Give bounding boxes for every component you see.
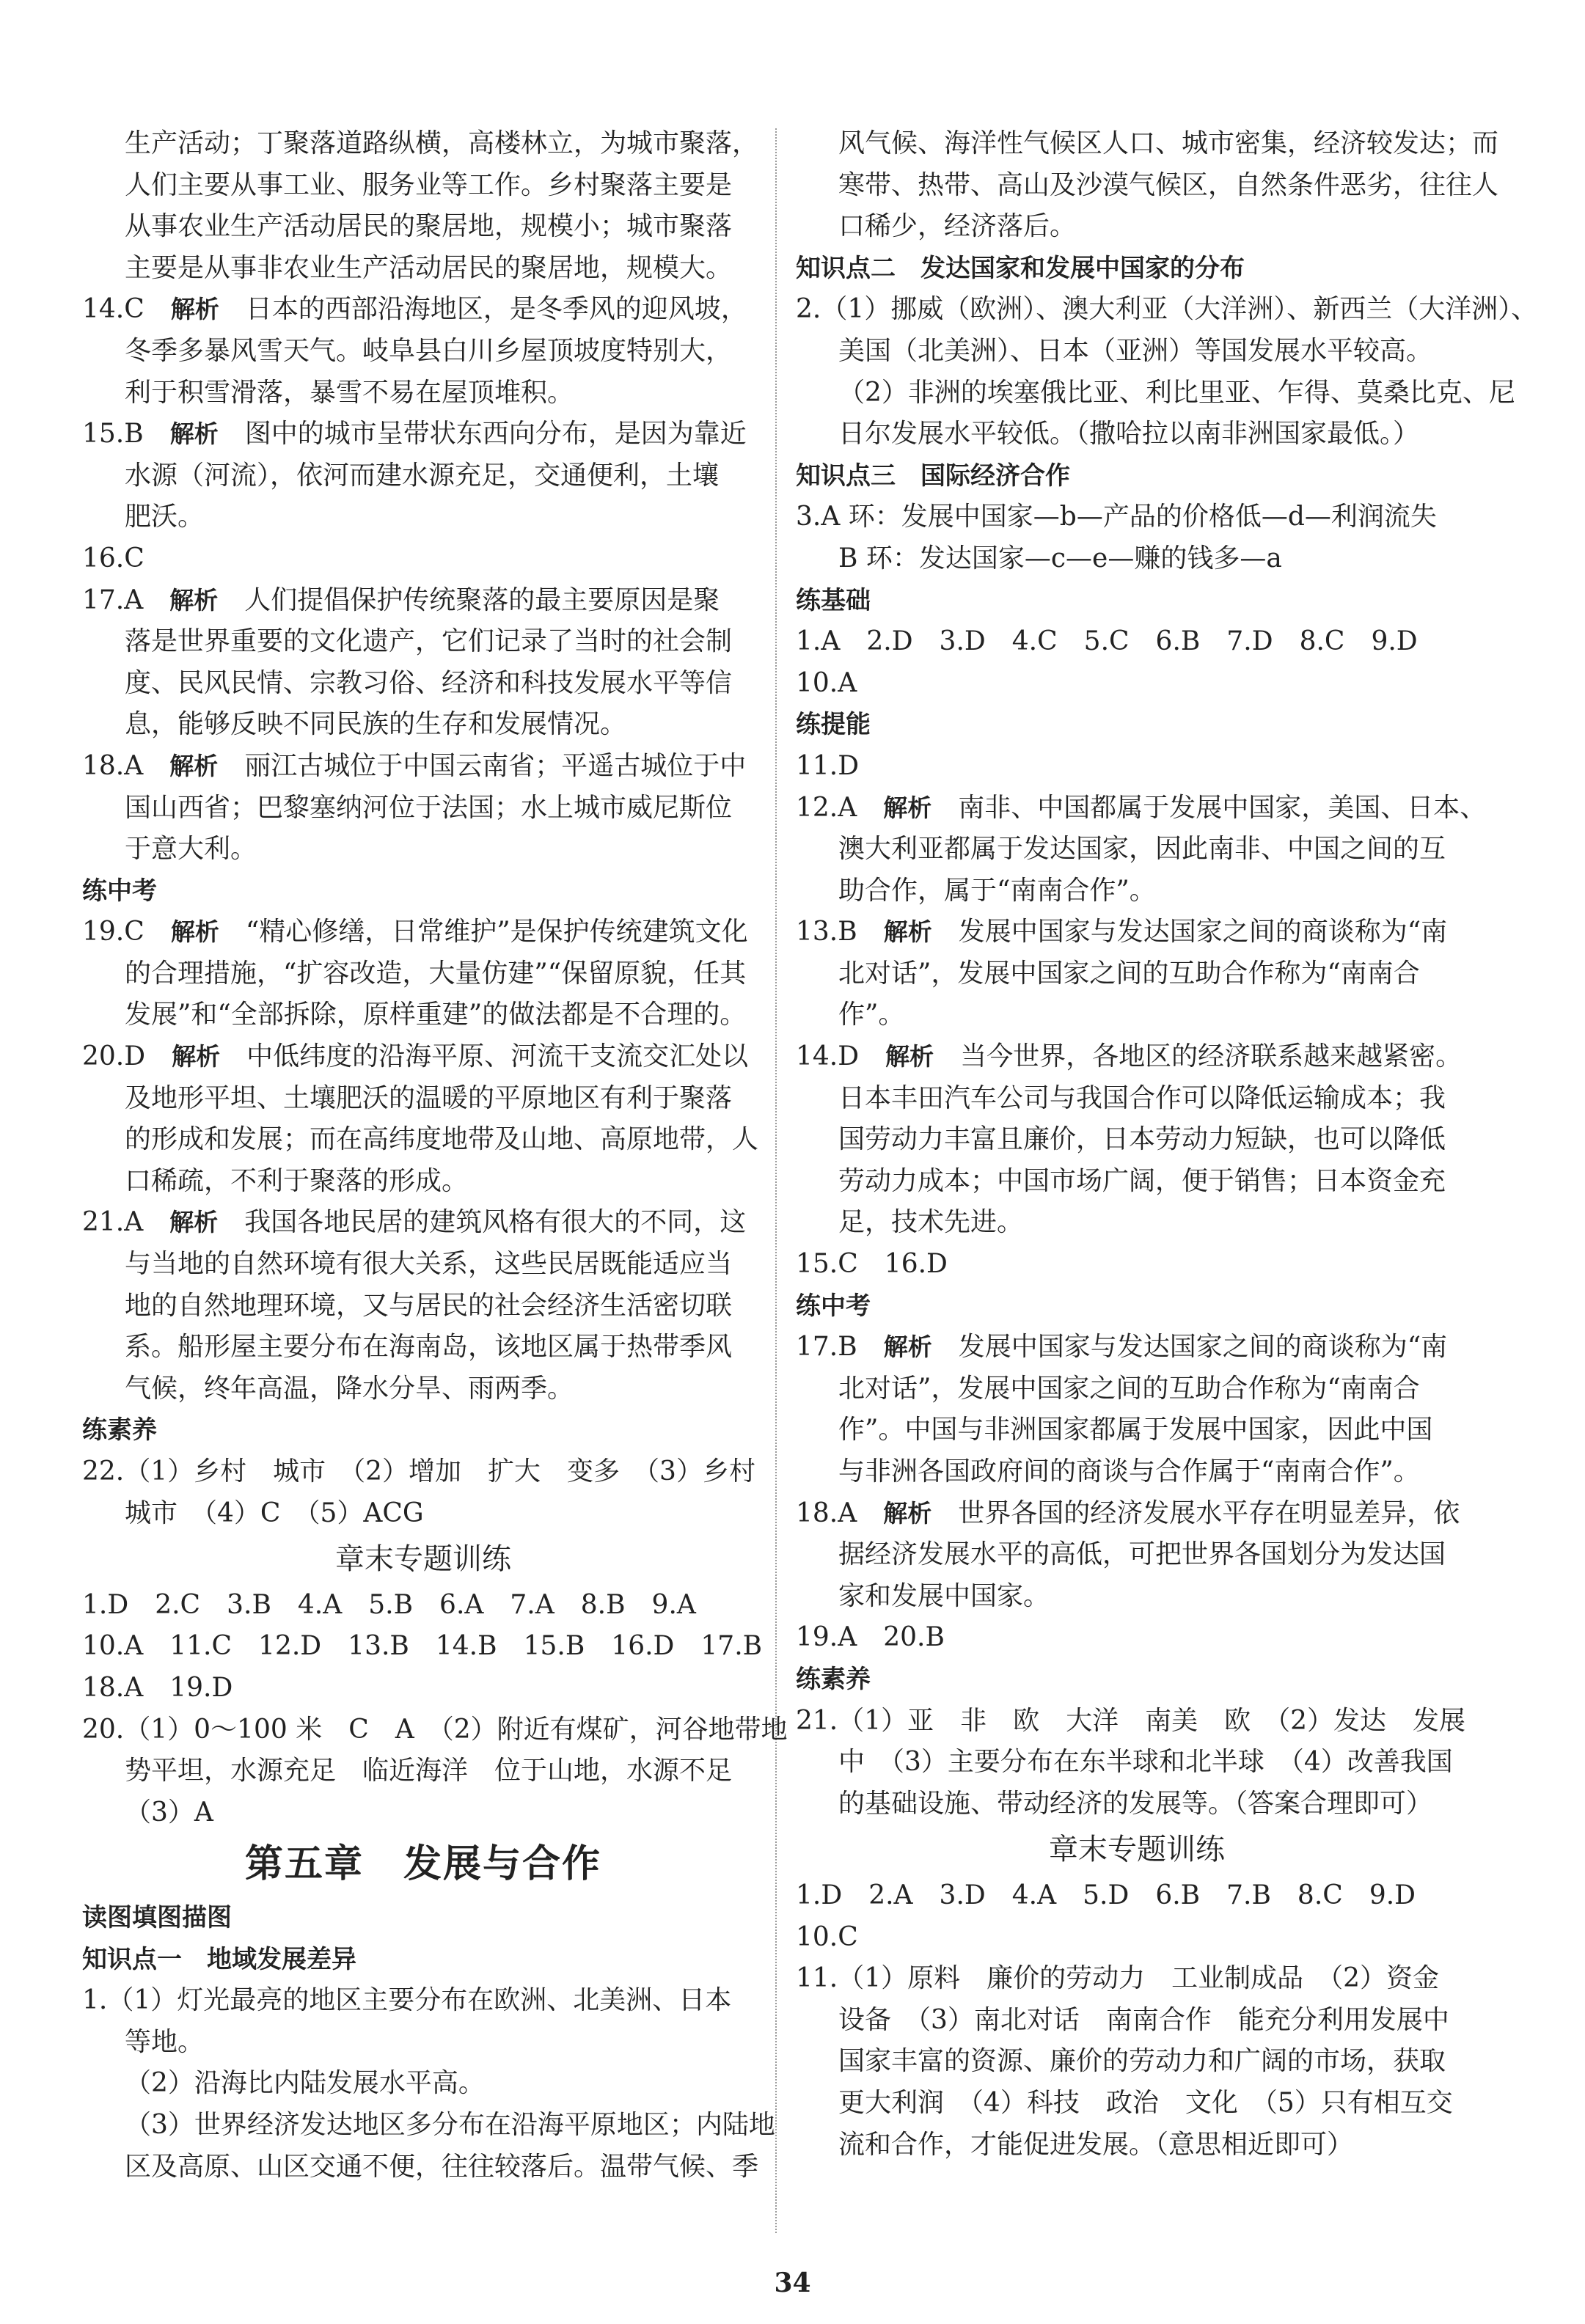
- analysis-text: 我国各地民居的建筑风格有很大的不同，这: [244, 1207, 747, 1238]
- chapter-review-title: 章末专题训练: [335, 1542, 511, 1577]
- analysis-label: 解析: [172, 1042, 221, 1071]
- answer-14: [82, 289, 764, 331]
- analysis-text: 图中的城市呈带状东西向分布，是因为靠近: [244, 419, 747, 450]
- text-line: 城市 （4）C （5）ACG: [125, 1498, 424, 1528]
- text-line: 等地。: [125, 2026, 205, 2057]
- right-column: [796, 123, 1538, 2166]
- answer-number: 20.D: [82, 1041, 146, 1072]
- text-line: 足，技术先进。: [838, 1207, 1024, 1238]
- answer-21: [82, 1202, 764, 1244]
- answer-20: [82, 1036, 764, 1078]
- text-line: 利于积雪滑落，暴雪不易在屋顶堆积。: [125, 377, 574, 408]
- answer-14: [796, 1036, 1478, 1078]
- answer-number: 17.A: [82, 584, 144, 615]
- answer-number: 12.A: [796, 792, 857, 823]
- analysis-text: 当今世界，各地区的经济联系越来越紧密。: [960, 1041, 1463, 1072]
- text-line: 从事农业生产活动居民的聚居地，规模小；城市聚落: [125, 211, 733, 242]
- answer-line: 10.A: [796, 667, 857, 698]
- section-heading: 读图填图描图: [82, 1902, 232, 1932]
- answer-line: 19.A 20.B: [796, 1622, 945, 1653]
- text-line: 澳大利亚都属于发达国家，因此南非、中国之间的互: [838, 834, 1446, 865]
- text-line: B 环：发达国家—c—e—赚的钱多—a: [838, 543, 1282, 573]
- analysis-label: 解析: [883, 917, 932, 947]
- text-line: 与非洲各国政府间的商谈与合作属于“南南合作”。: [838, 1456, 1420, 1487]
- analysis-text: 日本的西部沿海地区，是冬季风的迎风坡，: [245, 294, 747, 325]
- text-line: 劳动力成本；中国市场广阔，便于销售；日本资金充: [838, 1165, 1446, 1196]
- text-line: 系。船形屋主要分布在海南岛，该地区属于热带季风: [125, 1332, 733, 1363]
- analysis-text: 南非、中国都属于发展中国家，美国、日本、: [958, 792, 1487, 823]
- analysis-label: 解析: [883, 1333, 932, 1362]
- text-line: 的形成和发展；而在高纬度地带及山地、高原地带，人: [125, 1124, 759, 1155]
- text-line: （2）非洲的埃塞俄比亚、利比里亚、乍得、莫桑比克、尼: [838, 377, 1515, 408]
- knowledge-point-heading: 知识点一 地域发展差异: [82, 1944, 356, 1974]
- analysis-label: 解析: [883, 793, 932, 822]
- text-line: 据经济发展水平的高低，可把世界各国划分为发达国: [838, 1539, 1446, 1570]
- text-line: 北对话”，发展中国家之间的互助合作称为“南南合: [838, 1373, 1420, 1404]
- text-line: 流和合作，才能促进发展。（意思相近即可）: [838, 2129, 1354, 2160]
- text-line: 口稀疏，不利于聚落的形成。: [125, 1165, 469, 1196]
- text-line: 作”。: [838, 1000, 905, 1030]
- text-line: 于意大利。: [125, 834, 257, 865]
- text-line: 度、民风民情、宗教习俗、经济和科技发展水平等信: [125, 667, 733, 698]
- answer-1: 1.（1）灯光最亮的地区主要分布在欧洲、北美洲、日本: [82, 1985, 732, 2016]
- text-line: 口稀少，经济落后。: [838, 211, 1077, 242]
- analysis-label: 解析: [169, 585, 219, 615]
- answer-18: [82, 746, 764, 788]
- analysis-label: 解析: [885, 1042, 934, 1071]
- answer-11: 11.D: [796, 750, 860, 781]
- answer-line: 10.A 11.C 12.D 13.B 14.B 15.B 16.D 17.B: [82, 1631, 763, 1662]
- answer-number: 13.B: [796, 917, 857, 947]
- text-line: 美国（北美洲）、日本（亚洲）等国发展水平较高。: [838, 335, 1433, 366]
- answer-15: [82, 414, 764, 455]
- knowledge-point-heading: 知识点二 发达国家和发展中国家的分布: [796, 253, 1245, 283]
- text-line: 助合作，属于“南南合作”。: [838, 875, 1156, 906]
- chapter-review-title: 章末专题训练: [1049, 1833, 1225, 1867]
- answer-number: 21.A: [82, 1207, 144, 1238]
- text-line: 国劳动力丰富且廉价，日本劳动力短缺，也可以降低: [838, 1124, 1446, 1155]
- answer-19: [82, 912, 764, 953]
- text-line: 水源（河流），依河而建水源充足，交通便利，土壤: [125, 460, 720, 491]
- text-line: （2）沿海比内陆发展水平高。: [125, 2068, 485, 2099]
- answer-number: 14.D: [796, 1041, 860, 1072]
- text-line: 中 （3）主要分布在东半球和北半球 （4）改善我国: [838, 1747, 1453, 1778]
- chapter-title: 第五章 发展与合作: [244, 1841, 601, 1887]
- column-divider: [775, 128, 777, 2233]
- answer-line: 1.D 2.C 3.B 4.A 5.B 6.A 7.A 8.B 9.A: [82, 1589, 696, 1620]
- text-line: 日尔发展水平较低。（撒哈拉以南非洲国家最低。）: [838, 419, 1420, 450]
- answer-number: 19.C: [82, 917, 144, 947]
- page-number: 34: [774, 2268, 811, 2298]
- answer-number: 17.B: [796, 1332, 857, 1363]
- knowledge-point-heading: 知识点三 国际经济合作: [796, 461, 1070, 491]
- analysis-text: 世界各国的经济发展水平存在明显差异，依: [958, 1498, 1460, 1528]
- text-line: 地的自然地理环境，又与居民的社会经济生活密切联: [125, 1290, 733, 1321]
- answer-17: [82, 580, 764, 622]
- text-line: 风气候、海洋性气候区人口、城市密集，经济较发达；而: [838, 128, 1499, 158]
- section-heading: 练中考: [82, 876, 157, 906]
- text-line: 气候，终年高温，降水分旱、雨两季。: [125, 1373, 574, 1404]
- text-line: 与当地的自然环境有很大关系，这些民居既能适应当: [125, 1249, 733, 1280]
- answer-17: [796, 1327, 1478, 1368]
- text-line: 更大利润 （4）科技 政治 文化 （5）只有相互交: [838, 2087, 1453, 2118]
- text-line: 家和发展中国家。: [838, 1580, 1050, 1611]
- answer-line: 10.C: [796, 1921, 858, 1952]
- analysis-label: 解析: [169, 419, 219, 449]
- text-line: （3）世界经济发达地区多分布在沿海平原地区；内陆地: [125, 2109, 775, 2140]
- text-line: 及地形平坦、土壤肥沃的温暖的平原地区有利于聚落: [125, 1082, 733, 1113]
- text-line: 主要是从事非农业生产活动居民的聚居地，规模大。: [125, 252, 733, 283]
- answer-21: 21.（1）亚 非 欧 大洋 南美 欧 （2）发达 发展: [796, 1705, 1466, 1736]
- analysis-label: 解析: [170, 917, 219, 947]
- text-line: 设备 （3）南北对话 南南合作 能充分利用发展中: [838, 2004, 1449, 2035]
- analysis-text: 发展中国家与发达国家之间的商谈称为“南: [958, 917, 1448, 947]
- section-heading: 练素养: [82, 1415, 157, 1445]
- answer-line: 15.C 16.D: [796, 1249, 948, 1280]
- answer-12: [796, 788, 1487, 829]
- analysis-label: 解析: [169, 1208, 219, 1237]
- answer-number: 14.C: [82, 294, 144, 325]
- analysis-text: 中低纬度的沿海平原、河流干支流交汇处以: [246, 1041, 749, 1072]
- answer-line: 1.D 2.A 3.D 4.A 5.D 6.B 7.B 8.C 9.D: [796, 1880, 1416, 1910]
- analysis-text: 人们提倡保护传统聚落的最主要原因是聚: [244, 584, 720, 615]
- text-line: 的基础设施、带动经济的发展等。（答案合理即可）: [838, 1788, 1433, 1819]
- answer-line: 1.A 2.D 3.D 4.C 5.C 6.B 7.D 8.C 9.D: [796, 626, 1418, 657]
- text-line: 冬季多暴风雪天气。岐阜县白川乡屋顶坡度特别大，: [125, 335, 733, 366]
- text-line: （3）A: [125, 1797, 213, 1828]
- answer-11: 11.（1）原料 廉价的劳动力 工业制成品 （2）资金: [796, 1963, 1440, 1994]
- answer-number: 18.A: [82, 750, 144, 781]
- text-line: 日本丰田汽车公司与我国合作可以降低运输成本；我: [838, 1082, 1446, 1113]
- text-line: 作”。中国与非洲国家都属于发展中国家，因此中国: [838, 1415, 1433, 1445]
- analysis-text: “精心修缮，日常维护”是保护传统建筑文化: [245, 917, 748, 947]
- answer-line: 18.A 19.D: [82, 1672, 233, 1703]
- answer-3: 3.A 环：发展中国家—b—产品的价格低—d—利润流失: [796, 502, 1437, 532]
- text-line: 国家丰富的资源、廉价的劳动力和广阔的市场，获取: [838, 2046, 1446, 2077]
- answer-16: 16.C: [82, 543, 144, 573]
- text-line: 息，能够反映不同民族的生存和发展情况。: [125, 709, 627, 740]
- text-line: 生产活动；丁聚落道路纵横，高楼林立，为城市聚落，: [125, 128, 759, 158]
- analysis-label: 解析: [169, 751, 219, 780]
- answer-13: [796, 912, 1478, 953]
- text-line: 势平坦，水源充足 临近海洋 位于山地，水源不足: [125, 1756, 733, 1786]
- section-heading: 练中考: [796, 1291, 871, 1321]
- text-line: 区及高原、山区交通不便，往往较落后。温带气候、季: [125, 2151, 759, 2182]
- text-line: 寒带、热带、高山及沙漠气候区，自然条件恶劣，往往人: [838, 169, 1499, 200]
- text-line: 落是世界重要的文化遗产，它们记录了当时的社会制: [125, 626, 733, 657]
- section-heading: 练提能: [796, 710, 871, 740]
- answer-20: 20.（1）0～100 米 C A （2）附近有煤矿，河谷地带地: [82, 1714, 788, 1745]
- analysis-label: 解析: [883, 1498, 932, 1528]
- text-line: 人们主要从事工业、服务业等工作。乡村聚落主要是: [125, 169, 733, 200]
- analysis-text: 发展中国家与发达国家之间的商谈称为“南: [958, 1332, 1448, 1363]
- answer-number: 15.B: [82, 419, 144, 450]
- analysis-text: 丽江古城位于中国云南省；平遥古城位于中: [244, 750, 747, 781]
- text-line: 发展”和“全部拆除，原样重建”的做法都是不合理的。: [125, 1000, 747, 1030]
- section-heading: 练素养: [796, 1664, 871, 1694]
- left-column: [82, 123, 788, 2188]
- answer-18: [796, 1493, 1478, 1535]
- section-heading: 练基础: [796, 585, 871, 615]
- text-line: 国山西省；巴黎塞纳河位于法国；水上城市威尼斯位: [125, 792, 733, 823]
- answer-2: 2.（1）挪威（欧洲）、澳大利亚（大洋洲）、新西兰（大洋洲）、: [796, 294, 1538, 325]
- text-line: 肥沃。: [125, 502, 205, 532]
- answer-22: 22.（1）乡村 城市 （2）增加 扩大 变多 （3）乡村: [82, 1456, 755, 1487]
- analysis-label: 解析: [170, 295, 219, 324]
- text-line: 的合理措施，“扩容改造，大量仿建”“保留原貌，任其: [125, 958, 747, 989]
- text-line: 北对话”，发展中国家之间的互助合作称为“南南合: [838, 958, 1420, 989]
- answer-number: 18.A: [796, 1498, 857, 1528]
